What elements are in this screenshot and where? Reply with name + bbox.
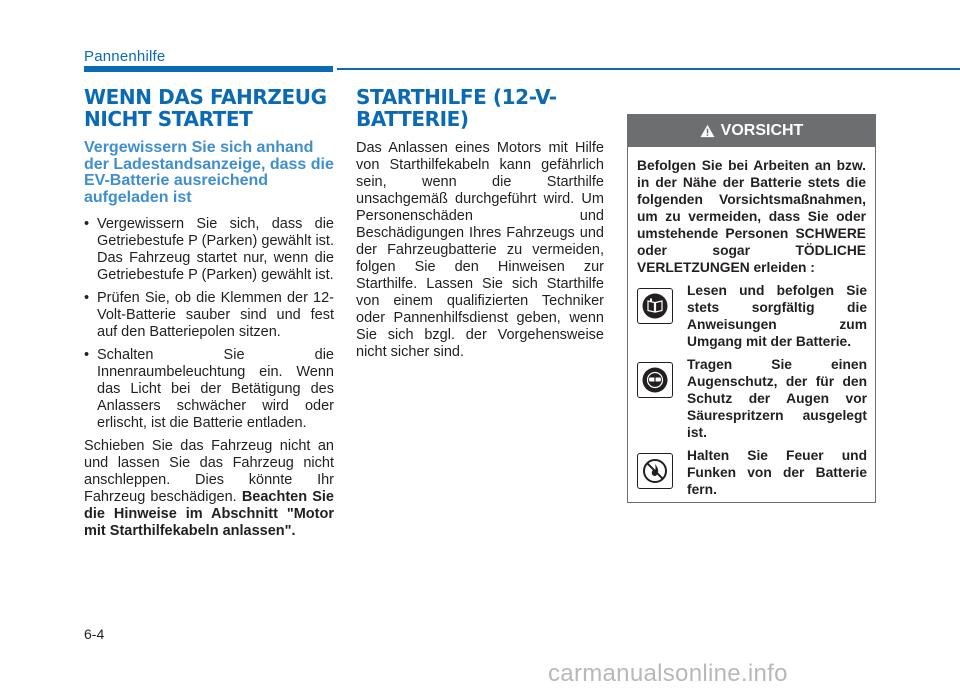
header-rule-thick [84,66,333,72]
caution-title: VORSICHT [720,122,804,139]
no-flame-icon [637,453,673,489]
header-rule-thin [337,68,960,70]
paragraph: Das Anlassen eines Motors mit Hilfe von Starthilfekabeln kann gefährlich sein, wenn die Starthilfe unsachgemäß durchgeführt wird. Um Personenschäden und Beschädigungen Ihres Fahrzeugs und der Fahrzeugbatterie zu vermeiden, folgen Sie den Hinweisen zur Starthilfe. Lassen Sie sich Starthilfe von einem qualifizierten Techniker oder Pannenhilfsdienst geben, wenn Sie sich bzgl. der Vorgehensweise nicht sicher sind. [356,140,604,360]
caution-box [627,114,876,503]
section-heading: STARTHILFE (12-V-BATTERIE) [356,85,557,131]
list-item: • Vergewissern Sie sich, dass die Getriebestufe P (Parken) gewählt ist. Das Fahrzeug startet nur, wenn die Getriebestufe P (Parken) gewählt ist. [84,216,334,284]
left-column [84,86,334,540]
section-heading: WENN DAS FAHRZEUG NICHT STARTET [84,85,327,131]
paragraph [84,438,334,540]
manual-book-icon [637,288,673,324]
paragraph-bold: Beachten Sie die Hinweise im Abschnitt "Motor mit Starthilfekabeln anlassen". [84,489,334,539]
caution-intro: Befolgen Sie bei Arbeiten an bzw. in der Nähe der Batterie stets die folgenden Vorsichtsmaßnahmen, um zu vermeiden, dass Sie oder umstehende Personen SCHWERE oder sogar TÖDLICHE VERLETZUNGEN erleiden : [637,158,866,275]
paragraph-text: Schieben Sie das Fahrzeug nicht an und lassen Sie das Fahrzeug nicht anschleppen. Dies könnte Ihr Fahrzeug beschädigen. [84,438,334,505]
page-number: 6-4 [84,626,105,642]
subheading: Vergewissern Sie sich anhand der Ladestandsanzeige, dass die EV-Batterie ausreichend aufgeladen ist [84,139,334,206]
watermark: carmanualsonline.info [548,660,788,687]
caution-item [637,356,867,441]
middle-column [356,86,604,361]
caution-item [637,447,867,498]
list-item: • Prüfen Sie, ob die Klemmen der 12-Volt-Batterie sauber sind und fest auf den Batteriepolen sitzen. [84,290,334,341]
warning-triangle-icon [700,124,715,138]
caution-item [637,282,867,350]
bullet-list [84,216,334,432]
caution-header [628,115,875,147]
eye-protection-icon [637,362,673,398]
caution-item-text: Tragen Sie einen Augenschutz, der für den Schutz der Augen vor Säurespritzern ausgelegt ist. [687,357,867,440]
section-label: Pannenhilfe [84,48,166,65]
caution-item-text: Lesen und befolgen Sie stets sorgfältig die Anweisungen zum Umgang mit der Batterie. [687,283,867,349]
caution-item-text: Halten Sie Feuer und Funken von der Batterie fern. [687,448,867,497]
list-item: • Schalten Sie die Innenraumbeleuchtung ein. Wenn das Licht bei der Betätigung des Anlassers schwächer wird oder erlischt, ist die Batterie entladen. [84,347,334,432]
